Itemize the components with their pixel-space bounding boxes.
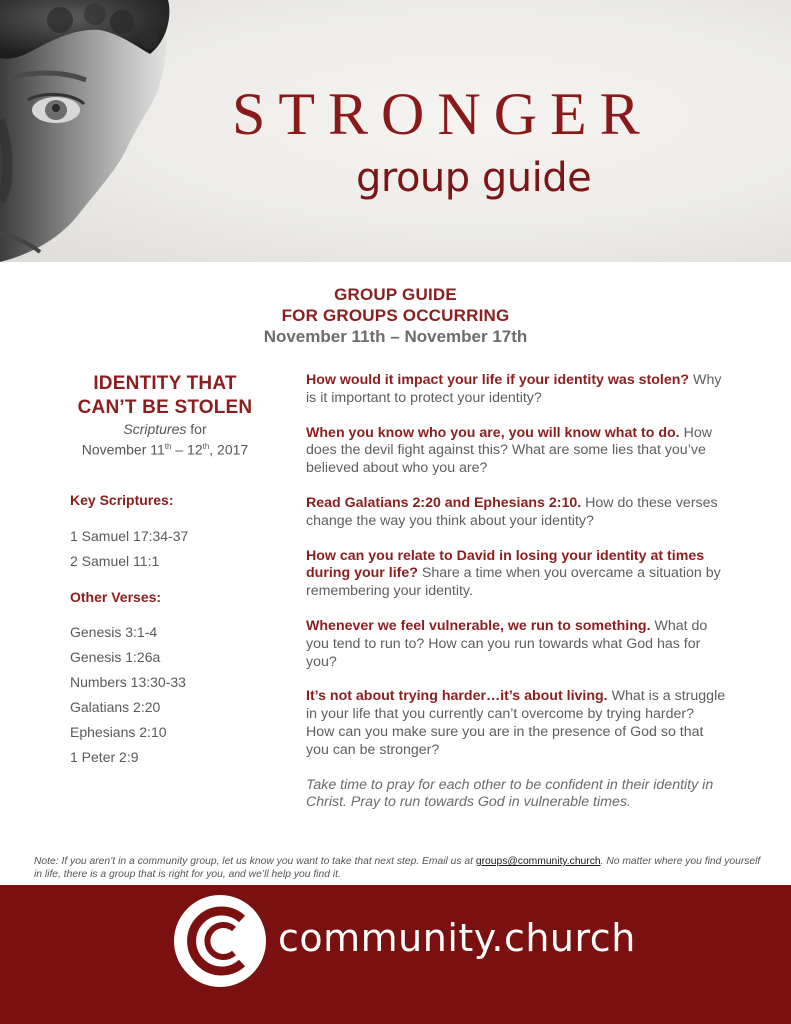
question-text: What do you tend to run to? How can you run towards what God has for you? [306,617,708,670]
question [306,425,726,478]
discussion-questions [306,372,726,829]
brand-name: community.church [278,916,636,960]
question-text: Share a time when you overcame a situation by remembering your identity. [306,565,721,600]
question-text: How do these verses change the way you think about your identity? [306,494,718,529]
question [306,495,726,531]
banner-subtitle: group guide [356,155,592,201]
other-verse: Galatians 2:20 [70,699,161,715]
question [306,372,726,408]
question-lead: How would it impact your life if your identity was stolen? [306,372,690,388]
key-verse: 1 Samuel 17:34-37 [70,528,189,544]
header-banner [0,0,791,262]
other-verse: Genesis 3:1-4 [70,624,158,640]
sermon-title-line-2: CAN’T BE STOLEN [77,397,253,418]
sermon-title [60,372,270,420]
date-suffix: th [164,442,172,451]
date-part: , 2017 [209,441,249,458]
question-lead: How can you relate to David in losing your identity at times during your life? [306,547,705,582]
scripture-date [60,420,270,459]
question [306,548,726,601]
heading-dates: November 11th – November 17th [263,327,528,346]
other-verse: Numbers 13:30-33 [70,674,186,690]
heading-line-2: FOR GROUPS OCCURRING [281,306,510,325]
other-verse: Genesis 1:26a [70,649,161,665]
question [306,688,726,759]
closing-prayer: Take time to pray for each other to be confident in their identity in Christ. Pray to run towards God in vulnerable times. [306,776,714,811]
note-text: . No matter where you find yourself in life, there is a group that is right for you, and we’ll help you find it. [34,856,761,880]
other-verse: Ephesians 2:10 [70,724,167,740]
question-text: How does the devil fight against this? What are some lies that you’ve believed about who you are? [306,424,712,477]
question-lead: Read Galatians 2:20 and Ephesians 2:10. [306,494,582,511]
scriptures-word: Scriptures [123,421,187,437]
date-part: November 11 [81,441,165,458]
other-verse: 1 Peter 2:9 [70,749,139,765]
key-verse: 2 Samuel 11:1 [70,553,160,569]
sermon-title-line-1: IDENTITY THAT [93,373,237,394]
question [306,618,726,671]
church-logo-icon [172,893,268,989]
scriptures-for: for [186,421,207,437]
banner-title: STRONGER [232,81,653,147]
question-text: Why is it important to protect your identity? [306,372,722,406]
statue-face-image [0,0,175,262]
footnote [34,855,766,881]
question-lead: It’s not about trying harder…it’s about living. [306,688,608,705]
other-verses-heading: Other Verses: [70,589,162,605]
question-lead: Whenever we feel vulnerable, we run to something. [306,617,651,634]
question-lead: When you know who you are, you will know what to do. [306,424,680,441]
date-part: – 12 [171,441,203,458]
guide-heading [0,284,791,348]
key-scriptures-heading: Key Scriptures: [70,492,174,508]
heading-line-1: GROUP GUIDE [334,285,457,304]
question-text: What is a struggle in your life that you currently can’t overcome by trying harder? How can you make sure you are in the presence of God so that you can be stronger? [306,688,726,758]
email-link[interactable]: groups@community.church [475,856,601,867]
sermon-info [60,372,270,459]
note-text: Note: If you aren’t in a community group, let us know you want to take that next step. Email us at [34,856,476,867]
date-suffix: th [202,442,210,451]
